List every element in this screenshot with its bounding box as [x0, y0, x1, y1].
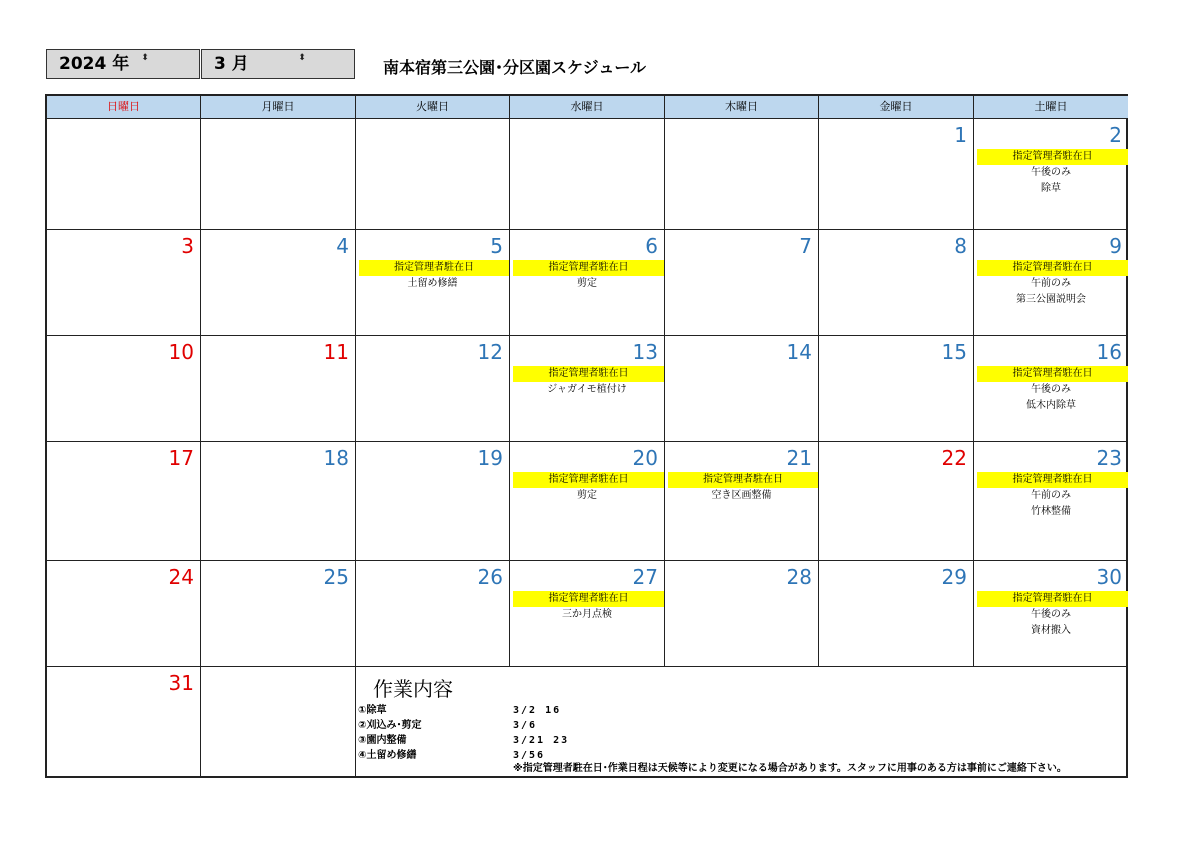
day-cell[interactable]: [974, 336, 1128, 442]
manager-on-site-bar: 指定管理者駐在日: [977, 472, 1128, 488]
weekday-header: 日曜日: [47, 96, 201, 119]
day-note: 竹林整備: [1031, 506, 1071, 517]
day-number: 24: [168, 565, 194, 589]
day-number: 3: [181, 234, 194, 258]
work-content-panel: [356, 667, 1128, 778]
day-number: 15: [941, 340, 967, 364]
day-number: 11: [323, 340, 349, 364]
day-note: 土留め修繕: [407, 278, 458, 289]
day-note: 午後のみ: [1031, 609, 1071, 620]
day-number: 9: [1109, 234, 1122, 258]
manager-on-site-bar: 指定管理者駐在日: [513, 260, 664, 276]
day-number: 20: [632, 446, 658, 470]
day-cell[interactable]: [356, 230, 510, 336]
day-number: 14: [786, 340, 812, 364]
day-cell[interactable]: [201, 442, 356, 561]
day-cell[interactable]: [819, 119, 974, 230]
work-item-label: ④土留め修繕: [358, 750, 417, 761]
day-number: 21: [786, 446, 812, 470]
day-cell[interactable]: [665, 230, 819, 336]
day-cell[interactable]: [47, 667, 201, 778]
month-spinner-icon[interactable]: ⬍: [298, 53, 306, 63]
weekday-header: 土曜日: [974, 96, 1128, 119]
manager-on-site-bar: 指定管理者駐在日: [977, 591, 1128, 607]
day-number: 25: [323, 565, 349, 589]
day-cell[interactable]: [201, 230, 356, 336]
day-cell[interactable]: [974, 230, 1128, 336]
manager-on-site-bar: 指定管理者駐在日: [977, 366, 1128, 382]
day-number: 17: [168, 446, 194, 470]
day-number: 31: [168, 671, 194, 695]
work-item-dates: 3/6: [513, 720, 538, 731]
day-number: 23: [1096, 446, 1122, 470]
manager-on-site-bar: 指定管理者駐在日: [513, 591, 664, 607]
work-item-dates: 3/21 23: [513, 735, 570, 746]
day-note: ジャガイモ植付け: [547, 384, 627, 395]
day-cell[interactable]: [665, 119, 819, 230]
day-cell[interactable]: [974, 442, 1128, 561]
manager-on-site-bar: 指定管理者駐在日: [668, 472, 818, 488]
day-cell[interactable]: [510, 442, 665, 561]
day-cell[interactable]: [819, 336, 974, 442]
day-cell[interactable]: [510, 336, 665, 442]
year-selector[interactable]: [46, 49, 200, 79]
day-cell[interactable]: [47, 561, 201, 667]
day-cell[interactable]: [819, 561, 974, 667]
day-note: 午後のみ: [1031, 384, 1071, 395]
day-cell[interactable]: [665, 561, 819, 667]
day-number: 10: [168, 340, 194, 364]
calendar-grid: [45, 94, 1128, 778]
day-number: 28: [786, 565, 812, 589]
day-number: 26: [477, 565, 503, 589]
work-item-label: ①除草: [358, 705, 387, 716]
day-number: 18: [323, 446, 349, 470]
day-note: 第三公園説明会: [1016, 294, 1086, 305]
day-number: 22: [941, 446, 967, 470]
day-note: 午前のみ: [1031, 278, 1071, 289]
day-note: 除草: [1041, 183, 1061, 194]
day-number: 29: [941, 565, 967, 589]
page-title: 南本宿第三公園･分区園スケジュール: [383, 58, 647, 77]
day-cell[interactable]: [819, 230, 974, 336]
day-number: 19: [477, 446, 503, 470]
day-cell[interactable]: [356, 442, 510, 561]
day-note: 三か月点検: [562, 609, 612, 620]
day-cell[interactable]: [201, 336, 356, 442]
day-number: 16: [1096, 340, 1122, 364]
day-number: 7: [799, 234, 812, 258]
day-note: 資材搬入: [1031, 625, 1071, 636]
day-number: 4: [336, 234, 349, 258]
day-cell[interactable]: [201, 561, 356, 667]
day-cell[interactable]: [356, 336, 510, 442]
year-spinner-icon[interactable]: ⬍: [141, 53, 149, 63]
day-number: 2: [1109, 123, 1122, 147]
day-cell[interactable]: [510, 230, 665, 336]
day-cell[interactable]: [201, 119, 356, 230]
day-cell[interactable]: [510, 561, 665, 667]
work-item-dates: 3/2 16: [513, 705, 562, 716]
year-value: 2024 年: [59, 54, 130, 74]
day-number: 12: [477, 340, 503, 364]
day-cell[interactable]: [510, 119, 665, 230]
manager-on-site-bar: 指定管理者駐在日: [513, 472, 664, 488]
day-number: 8: [954, 234, 967, 258]
day-cell[interactable]: [356, 119, 510, 230]
weekday-header: 月曜日: [201, 96, 356, 119]
day-cell[interactable]: [974, 119, 1128, 230]
day-note: 剪定: [577, 278, 597, 289]
weekday-header: 水曜日: [510, 96, 665, 119]
day-note: 剪定: [577, 490, 597, 501]
day-cell[interactable]: [819, 442, 974, 561]
schedule-note: ※指定管理者駐在日･作業日程は天候等により変更になる場合があります。スタッフに用事のある方は事前にご連絡下さい。: [513, 763, 1067, 774]
manager-on-site-bar: 指定管理者駐在日: [977, 260, 1128, 276]
work-item-label: ③園内整備: [358, 735, 407, 746]
day-cell[interactable]: [47, 119, 201, 230]
day-number: 30: [1096, 565, 1122, 589]
day-number: 6: [645, 234, 658, 258]
day-note: 低木内除草: [1026, 400, 1076, 411]
day-cell[interactable]: [974, 561, 1128, 667]
day-cell[interactable]: [356, 561, 510, 667]
manager-on-site-bar: 指定管理者駐在日: [359, 260, 509, 276]
day-number: 5: [490, 234, 503, 258]
weekday-header: 木曜日: [665, 96, 819, 119]
day-cell[interactable]: [47, 442, 201, 561]
day-cell[interactable]: [47, 336, 201, 442]
weekday-header: 金曜日: [819, 96, 974, 119]
weekday-header: 火曜日: [356, 96, 510, 119]
month-selector[interactable]: [201, 49, 355, 79]
day-note: 空き区画整備: [711, 490, 772, 501]
work-content-title: 作業内容: [373, 677, 453, 701]
day-cell[interactable]: [47, 230, 201, 336]
day-note: 午後のみ: [1031, 167, 1071, 178]
day-number: 1: [954, 123, 967, 147]
manager-on-site-bar: 指定管理者駐在日: [513, 366, 664, 382]
day-cell[interactable]: [665, 442, 819, 561]
day-cell[interactable]: [201, 667, 356, 778]
manager-on-site-bar: 指定管理者駐在日: [977, 149, 1128, 165]
month-value: 3 月: [214, 54, 249, 74]
day-number: 13: [632, 340, 658, 364]
day-cell[interactable]: [665, 336, 819, 442]
work-item-label: ②刈込み･剪定: [358, 720, 422, 731]
work-item-dates: 3/56: [513, 750, 546, 761]
day-number: 27: [632, 565, 658, 589]
day-note: 午前のみ: [1031, 490, 1071, 501]
